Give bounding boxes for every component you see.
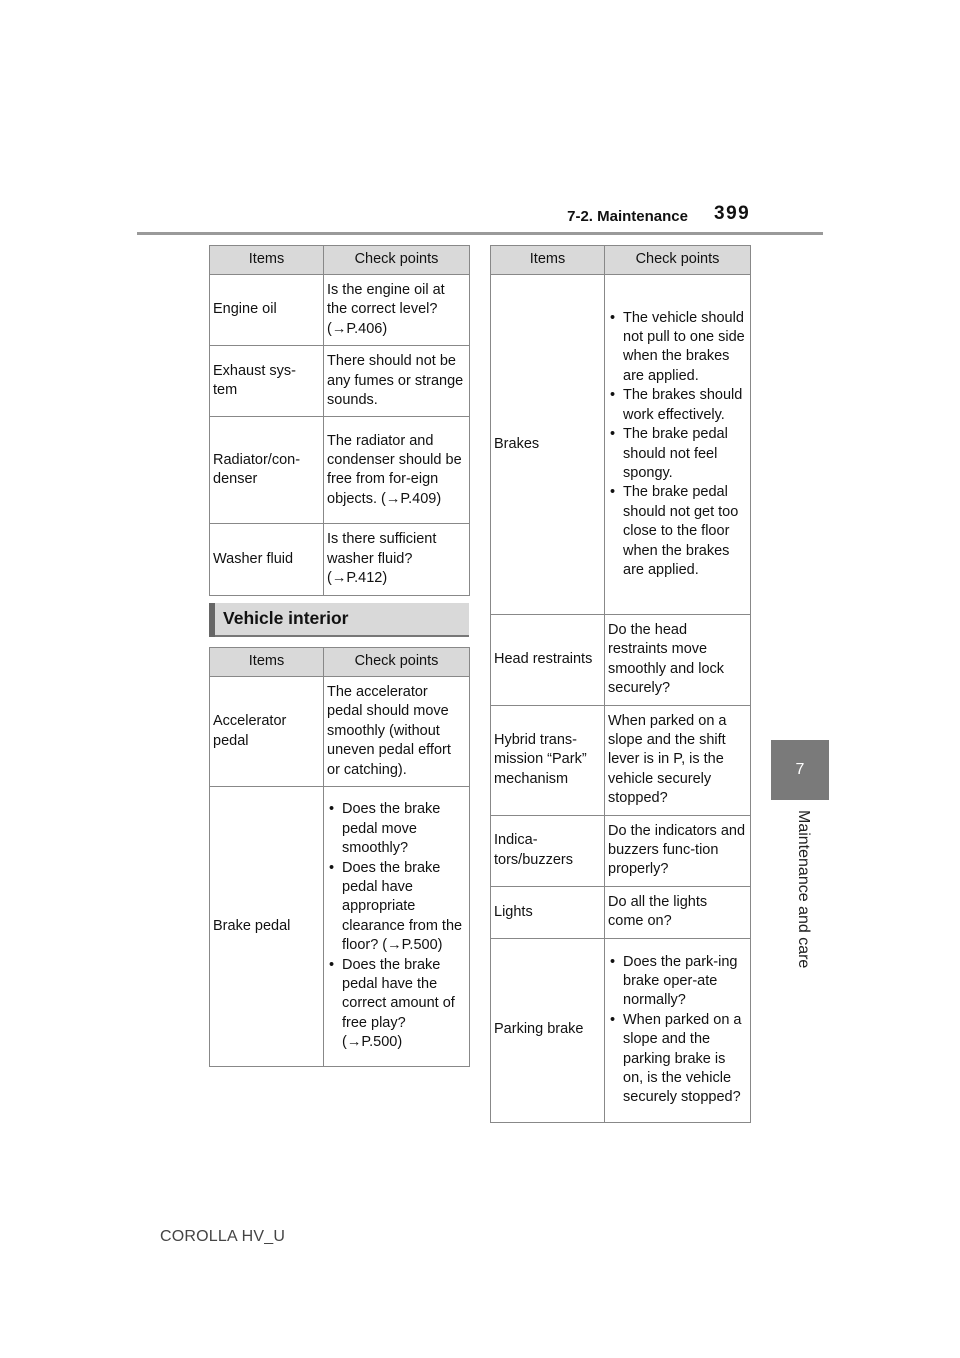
- row-check: [324, 787, 470, 1067]
- table-row: [491, 815, 751, 886]
- table-row: [210, 346, 470, 417]
- col-header-items: Items: [491, 246, 605, 275]
- table-row: [210, 524, 470, 595]
- table-header-row: [491, 246, 751, 275]
- table-row: [210, 787, 470, 1067]
- row-item: Indica-tors/buzzers: [491, 815, 605, 886]
- footer-model-code: COROLLA HV_U: [160, 1228, 286, 1245]
- section-heading: [209, 603, 469, 637]
- row-item: Hybrid trans-mission “Park” mechanism: [491, 705, 605, 815]
- chapter-tab[interactable]: [771, 740, 829, 800]
- list-item: • Does the park-ing brake oper-ate normally?: [608, 953, 746, 1011]
- list-item: • When parked on a slope and the parking brake is on, is the vehicle securely stopped?: [608, 1011, 746, 1108]
- list-item: • The brakes should work effectively.: [608, 386, 746, 425]
- table-row: [210, 275, 470, 346]
- row-check: Is there sufficient washer fluid? (→P.412): [324, 524, 470, 595]
- row-item: Exhaust sys-tem: [210, 346, 324, 417]
- interior-checks-table: [209, 647, 470, 1067]
- engine-checks-table: [209, 245, 470, 596]
- table-row: [210, 417, 470, 524]
- header-rule: [137, 232, 823, 235]
- row-item: Radiator/con-denser: [210, 417, 324, 524]
- list-item: • The brake pedal should not feel spongy.: [608, 425, 746, 483]
- row-check: The accelerator pedal should move smoothly (without uneven pedal effort or catching).: [324, 677, 470, 787]
- table-row: [491, 938, 751, 1122]
- list-item: • The brake pedal should not get too close to the floor when the brakes are applied.: [608, 483, 746, 580]
- row-check: When parked on a slope and the shift lever is in P, is the vehicle securely stopped?: [605, 705, 751, 815]
- row-check: [605, 275, 751, 615]
- check-list: [608, 309, 746, 581]
- section-accent: [209, 603, 215, 637]
- row-check: Do the indicators and buzzers func-tion properly?: [605, 815, 751, 886]
- list-item: • Does the brake pedal have the correct amount of free play? (→P.500): [327, 956, 465, 1053]
- row-check: The radiator and condenser should be free from for-eign objects. (→P.409): [324, 417, 470, 524]
- interior-checks-table-continued: [490, 245, 751, 1123]
- row-item: Washer fluid: [210, 524, 324, 595]
- chapter-label: Maintenance and care: [795, 810, 812, 969]
- chapter-number: 7: [795, 761, 805, 778]
- check-list: [327, 800, 465, 1052]
- table-header-row: [210, 648, 470, 677]
- row-item: Parking brake: [491, 938, 605, 1122]
- col-header-check-points: Check points: [324, 246, 470, 275]
- table-row: [491, 275, 751, 615]
- table-header-row: [210, 246, 470, 275]
- check-list: [608, 953, 746, 1108]
- row-item: Accelerator pedal: [210, 677, 324, 787]
- page-number: 399: [714, 203, 751, 224]
- row-check: There should not be any fumes or strange sounds.: [324, 346, 470, 417]
- section-title: Vehicle interior: [223, 608, 349, 628]
- col-header-items: Items: [210, 648, 324, 677]
- page-header-title: 7-2. Maintenance: [567, 208, 688, 225]
- table-row: [491, 615, 751, 706]
- row-check: Do all the lights come on?: [605, 886, 751, 938]
- table-row: [210, 677, 470, 787]
- row-item: Head restraints: [491, 615, 605, 706]
- col-header-check-points: Check points: [324, 648, 470, 677]
- row-check: Is the engine oil at the correct level? (→P.406): [324, 275, 470, 346]
- row-item: Engine oil: [210, 275, 324, 346]
- table-row: [491, 705, 751, 815]
- row-check: [605, 938, 751, 1122]
- col-header-check-points: Check points: [605, 246, 751, 275]
- table-row: [491, 886, 751, 938]
- list-item: • Does the brake pedal have appropriate clearance from the floor? (→P.500): [327, 859, 465, 956]
- row-item: Brakes: [491, 275, 605, 615]
- col-header-items: Items: [210, 246, 324, 275]
- row-item: Lights: [491, 886, 605, 938]
- list-item: • Does the brake pedal move smoothly?: [327, 800, 465, 858]
- list-item: • The vehicle should not pull to one side when the brakes are applied.: [608, 309, 746, 387]
- row-check: Do the head restraints move smoothly and lock securely?: [605, 615, 751, 706]
- row-item: Brake pedal: [210, 787, 324, 1067]
